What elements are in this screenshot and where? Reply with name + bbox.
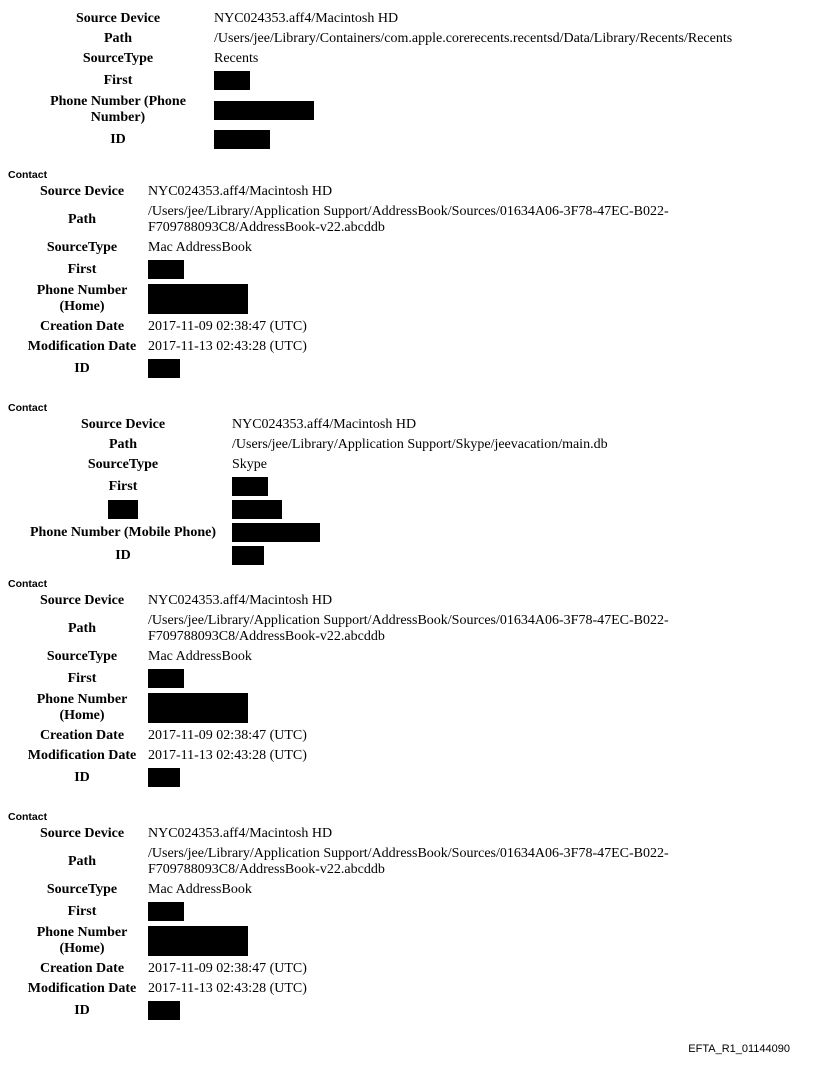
document-id: EFTA_R1_01144090	[688, 1043, 790, 1055]
field-label: Source Device	[80, 417, 166, 432]
field-row	[18, 746, 750, 766]
field-row	[18, 690, 750, 726]
field-value: NYC024353.aff4/Macintosh HD	[148, 593, 333, 608]
field-row	[18, 238, 750, 258]
field-label: Source Device	[75, 11, 161, 26]
field-label: Phone Number (Phone Number)	[50, 94, 186, 125]
field-value: /Users/jee/Library/Application Support/AddressBook/Sources/01634A06-3F78-47EC-B022-F709788093C8/AddressBook-v22.abcddb	[148, 204, 669, 235]
field-row	[24, 92, 734, 128]
redaction-block	[232, 477, 268, 496]
field-row	[18, 999, 750, 1022]
field-row	[24, 69, 734, 92]
redacted-value	[230, 498, 610, 521]
field-value: /Users/jee/Library/Application Support/AddressBook/Sources/01634A06-3F78-47EC-B022-F709788093C8/AddressBook-v22.abcddb	[148, 846, 669, 877]
field-label: Path	[109, 437, 137, 452]
redacted-value	[212, 92, 734, 128]
field-row	[24, 29, 734, 49]
record-contact	[18, 591, 750, 789]
redaction-block	[148, 768, 180, 787]
field-row	[18, 979, 750, 999]
field-value: NYC024353.aff4/Macintosh HD	[232, 417, 417, 432]
redaction-block	[232, 546, 264, 565]
field-label: First	[67, 903, 97, 919]
field-value: NYC024353.aff4/Macintosh HD	[214, 11, 399, 26]
field-label: SourceType	[87, 457, 159, 472]
record-recents	[24, 9, 734, 151]
field-row	[18, 959, 750, 979]
field-row	[18, 357, 750, 380]
field-value: /Users/jee/Library/Containers/com.apple.corerecents.recentsd/Data/Library/Recents/Recents	[214, 31, 733, 46]
redacted-value	[146, 690, 750, 726]
redaction-block	[148, 1001, 180, 1020]
redaction-block	[148, 359, 180, 378]
field-label: SourceType	[46, 240, 118, 255]
redacted-value	[146, 923, 750, 959]
field-row	[18, 281, 750, 317]
field-value: Recents	[214, 51, 259, 66]
field-row	[16, 455, 610, 475]
field-row	[18, 824, 750, 844]
section-title: Contact	[8, 169, 48, 181]
redaction-block	[148, 926, 248, 956]
redaction-block	[148, 669, 184, 688]
redacted-label	[16, 498, 230, 521]
field-label: First	[108, 478, 138, 494]
redacted-value	[230, 521, 610, 544]
field-value: Mac AddressBook	[148, 240, 252, 255]
field-label: Source Device	[39, 826, 125, 841]
field-label: First	[67, 261, 97, 277]
field-label: Creation Date	[39, 961, 125, 976]
redacted-value	[212, 69, 734, 92]
field-label: ID	[115, 547, 131, 563]
field-label: Creation Date	[39, 728, 125, 743]
redacted-value	[212, 128, 734, 151]
redaction-block	[214, 101, 314, 120]
record-contact	[18, 182, 750, 380]
field-label: SourceType	[82, 51, 154, 66]
redacted-value	[146, 999, 750, 1022]
field-label: SourceType	[46, 649, 118, 664]
field-label: ID	[110, 131, 126, 147]
field-row	[16, 498, 610, 521]
field-row	[18, 258, 750, 281]
field-label: Creation Date	[39, 319, 125, 334]
field-label: SourceType	[46, 882, 118, 897]
field-value: /Users/jee/Library/Application Support/Skype/jeevacation/main.db	[232, 437, 608, 452]
field-label: Path	[68, 854, 96, 869]
field-value: 2017-11-09 02:38:47 (UTC)	[148, 961, 307, 976]
field-value: 2017-11-13 02:43:28 (UTC)	[148, 981, 307, 996]
field-value: Mac AddressBook	[148, 649, 252, 664]
redacted-value	[146, 766, 750, 789]
record-contact	[18, 824, 750, 1022]
field-row	[18, 900, 750, 923]
redaction-block	[148, 260, 184, 279]
redaction-block	[214, 71, 250, 90]
field-row	[18, 880, 750, 900]
field-row	[18, 202, 750, 238]
field-value: 2017-11-09 02:38:47 (UTC)	[148, 319, 307, 334]
field-value: /Users/jee/Library/Application Support/AddressBook/Sources/01634A06-3F78-47EC-B022-F709788093C8/AddressBook-v22.abcddb	[148, 613, 669, 644]
field-row	[24, 128, 734, 151]
field-label: Phone Number (Home)	[36, 692, 128, 723]
field-row	[18, 726, 750, 746]
field-row	[18, 766, 750, 789]
field-label: Phone Number (Home)	[36, 283, 128, 314]
redaction-block	[232, 523, 320, 542]
field-value: NYC024353.aff4/Macintosh HD	[148, 184, 333, 199]
field-label: Path	[104, 31, 132, 46]
field-row	[16, 415, 610, 435]
field-row	[16, 544, 610, 567]
field-row	[18, 337, 750, 357]
field-value: 2017-11-09 02:38:47 (UTC)	[148, 728, 307, 743]
section-title: Contact	[8, 402, 48, 414]
redaction-block	[232, 500, 282, 519]
section-title: Contact	[8, 811, 48, 823]
redaction-block	[108, 500, 138, 519]
field-label: First	[67, 670, 97, 686]
field-row	[16, 521, 610, 544]
field-value: Mac AddressBook	[148, 882, 252, 897]
field-label: ID	[74, 360, 90, 376]
field-row	[18, 923, 750, 959]
redacted-value	[146, 258, 750, 281]
record-contact	[16, 415, 610, 567]
field-label: Modification Date	[27, 339, 137, 354]
redaction-block	[148, 902, 184, 921]
field-row	[18, 591, 750, 611]
redaction-block	[148, 693, 248, 723]
redaction-block	[148, 284, 248, 314]
redacted-value	[230, 544, 610, 567]
field-label: ID	[74, 1002, 90, 1018]
field-label: ID	[74, 769, 90, 785]
field-label: Modification Date	[27, 748, 137, 763]
section-title: Contact	[8, 578, 48, 590]
field-value: 2017-11-13 02:43:28 (UTC)	[148, 748, 307, 763]
field-row	[24, 49, 734, 69]
field-row	[18, 317, 750, 337]
field-label: Path	[68, 621, 96, 636]
redacted-value	[146, 900, 750, 923]
redacted-value	[146, 357, 750, 380]
field-row	[16, 475, 610, 498]
field-row	[18, 182, 750, 202]
field-row	[18, 667, 750, 690]
field-label: Source Device	[39, 184, 125, 199]
field-row	[24, 9, 734, 29]
field-value: NYC024353.aff4/Macintosh HD	[148, 826, 333, 841]
field-label: Path	[68, 212, 96, 227]
field-label: Source Device	[39, 593, 125, 608]
field-value: 2017-11-13 02:43:28 (UTC)	[148, 339, 307, 354]
field-label: Phone Number (Home)	[36, 925, 128, 956]
redacted-value	[146, 667, 750, 690]
field-row	[18, 647, 750, 667]
field-label: First	[103, 72, 133, 88]
field-row	[18, 611, 750, 647]
field-row	[16, 435, 610, 455]
field-label: Phone Number (Mobile Phone)	[29, 524, 216, 540]
field-row	[18, 844, 750, 880]
field-value: Skype	[232, 457, 267, 472]
field-label: Modification Date	[27, 981, 137, 996]
redaction-block	[214, 130, 270, 149]
redacted-value	[230, 475, 610, 498]
redacted-value	[146, 281, 750, 317]
